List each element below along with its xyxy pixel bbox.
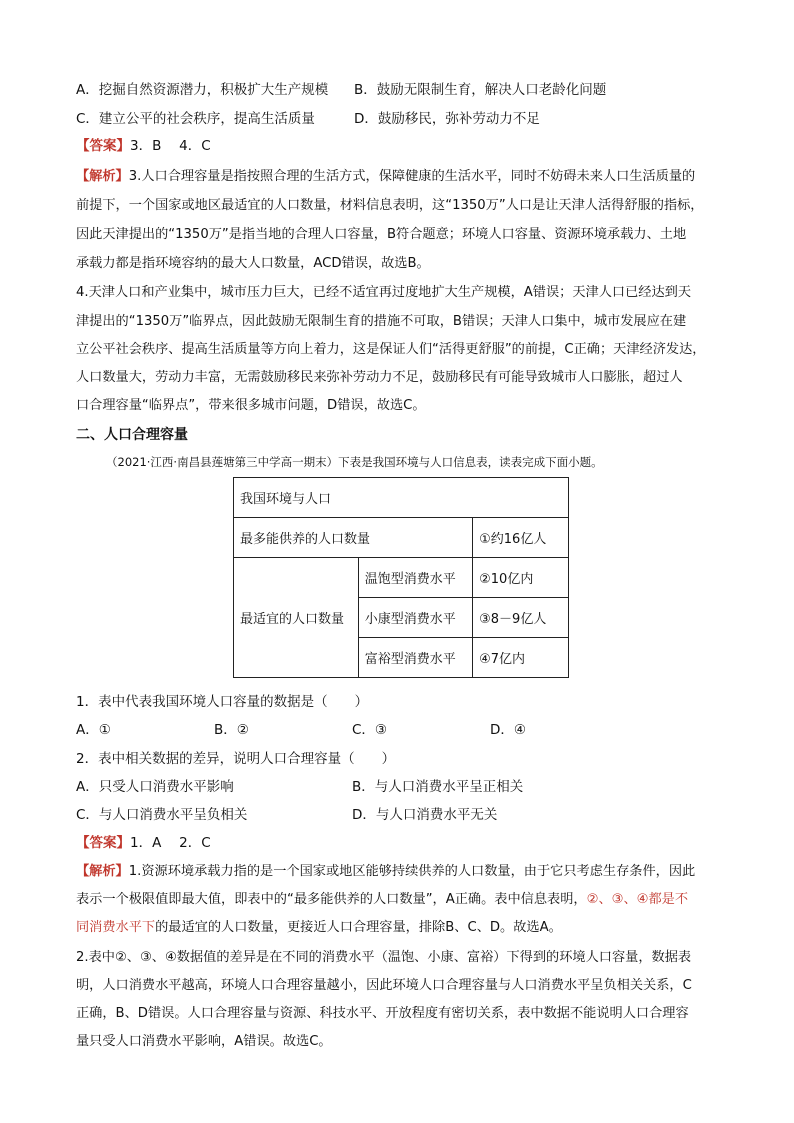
analysis-1-line-8: 口合理容量“临界点”，带来很多城市问题，D错误，故选C。 xyxy=(76,398,426,413)
prev-option-a: A．挖掘自然资源潜力，积极扩大生产规模 xyxy=(76,82,329,98)
answer-label: 【答案】 xyxy=(76,138,130,154)
analysis-2-line-6: 正确，B、D错误。人口合理容量与资源、科技水平、开放程度有密切关系，表中数据不能说明人口合理容 xyxy=(76,1006,689,1021)
prev-option-c: C．建立公平的社会秩序，提高生活质量 xyxy=(76,111,315,127)
environment-population-table xyxy=(233,477,569,678)
analysis-1-line-6: 立公平社会秩序、提高生活质量等方向上着力，这是保证人们“活得更舒服”的前提，C正确；天津经济发达， xyxy=(76,342,706,357)
analysis-2-line-4: 2.表中②、③、④数据值的差异是在不同的消费水平（温饱、小康、富裕）下得到的环境人口容量，数据表 xyxy=(76,950,692,965)
answer-label: 【答案】 xyxy=(76,835,130,851)
analysis-2-line-2: 表示一个极限值即最大值，即表中的“最多能供养的人口数量”，A正确。表中信息表明，②、③、④都是不 xyxy=(76,892,689,907)
source-line: （2021·江西·南昌县莲塘第三中学高一期末）下表是我国环境与人口信息表，读表完成下面小题。 xyxy=(106,455,603,469)
max-population-value: ①约16亿人 xyxy=(473,518,569,558)
answer-block-2 xyxy=(76,833,211,853)
analysis-1-line-0: 【解析】3.人口合理容量是指按照合理的生活方式，保障健康的生活水平，同时不妨碍未来人口生活质量的 xyxy=(76,169,696,184)
analysis-1-line-7: 人口数量大，劳动力丰富，无需鼓励移民来弥补劳动力不足，鼓励移民有可能导致城市人口膨胀，超过人 xyxy=(76,370,683,385)
consumption-value: ②10亿内 xyxy=(473,558,569,598)
question-1-stem: 1．表中代表我国环境人口容量的数据是（ ） xyxy=(76,694,369,710)
consumption-level: 富裕型消费水平 xyxy=(358,638,472,678)
section-title: 二、人口合理容量 xyxy=(76,427,188,443)
question-1-option-d: D．④ xyxy=(490,722,526,738)
table-title: 我国环境与人口 xyxy=(234,478,569,518)
analysis-2-line-1: 【解析】1.资源环境承载力指的是一个国家或地区能够持续供养的人口数量，由于它只考虑生存条件，因此 xyxy=(76,864,696,879)
consumption-level: 温饱型消费水平 xyxy=(358,558,472,598)
consumption-level: 小康型消费水平 xyxy=(358,598,472,638)
optimal-population-label: 最适宜的人口数量 xyxy=(234,558,359,678)
analysis-1-line-2: 因此天津提出的“1350万”是指当地的合理人口容量，B符合题意；环境人口容量、资源环境承载力、土地 xyxy=(76,227,687,242)
analysis-2-line-5: 明，人口消费水平越高，环境人口合理容量越小，因此环境人口合理容量与人口消费水平呈负相关关系，C xyxy=(76,978,692,993)
question-2-option-d: D．与人口消费水平无关 xyxy=(352,807,498,823)
analysis-label: 【解析】 xyxy=(76,169,129,184)
prev-option-d: D．鼓励移民，弥补劳动力不足 xyxy=(354,111,540,127)
analysis-2-line-7: 量只受人口消费水平影响，A错误。故选C。 xyxy=(76,1034,332,1049)
consumption-value: ④7亿内 xyxy=(473,638,569,678)
question-2-stem: 2．表中相关数据的差异，说明人口合理容量（ ） xyxy=(76,751,396,767)
answer-text: 1．A 2．C xyxy=(130,835,211,851)
question-1-option-c: C．③ xyxy=(352,722,388,738)
analysis-1-line-4: 4.天津人口和产业集中，城市压力巨大，已经不适宜再过度地扩大生产规模，A错误；天津人口已经达到天 xyxy=(76,285,692,300)
analysis-2-line-3: 同消费水平下的最适宜的人口数量，更接近人口合理容量，排除B、C、D。故选A。 xyxy=(76,920,562,935)
question-2-option-c: C．与人口消费水平呈负相关 xyxy=(76,807,248,823)
question-1-option-a: A．① xyxy=(76,722,111,738)
highlight-text: 同消费水平下 xyxy=(76,920,156,935)
analysis-1-line-3: 承载力都是指环境容纳的最大人口数量，ACD错误，故选B。 xyxy=(76,256,430,271)
prev-option-b: B．鼓励无限制生育，解决人口老龄化问题 xyxy=(354,82,607,98)
highlight-text: ②、③、④都是不 xyxy=(586,892,689,907)
analysis-1-line-1: 前提下，一个国家或地区最适宜的人口数量，材料信息表明，这“1350万”人口是让天津人活得舒服的指标， xyxy=(76,198,704,213)
answer-block-1 xyxy=(76,136,211,156)
question-2-option-b: B．与人口消费水平呈正相关 xyxy=(352,779,524,795)
question-2-option-a: A．只受人口消费水平影响 xyxy=(76,779,234,795)
analysis-1-line-5: 津提出的“1350万”临界点，因此鼓励无限制生育的措施不可取，B错误；天津人口集中，城市发展应在建 xyxy=(76,314,687,329)
analysis-label: 【解析】 xyxy=(76,864,129,879)
answer-text: 3．B 4．C xyxy=(130,138,211,154)
max-population-label: 最多能供养的人口数量 xyxy=(234,518,473,558)
consumption-value: ③8－9亿人 xyxy=(473,598,569,638)
question-1-option-b: B．② xyxy=(214,722,249,738)
